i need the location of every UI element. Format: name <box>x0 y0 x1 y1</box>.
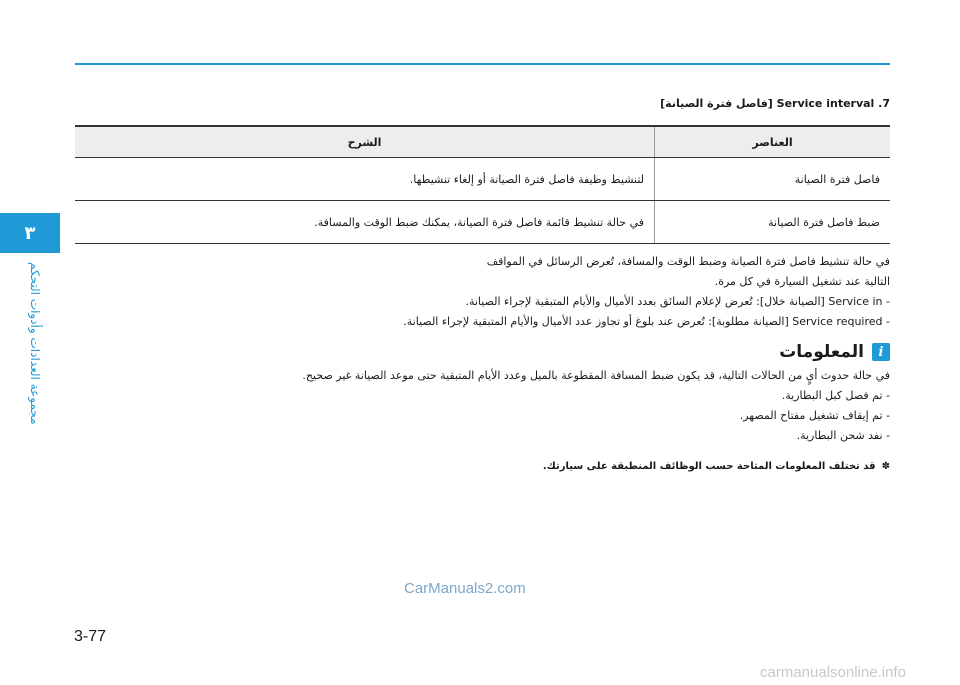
info-line: - نفد شحن البطارية. <box>796 429 890 442</box>
table-cell-item: فاصل فترة الصيانة <box>655 158 891 201</box>
chapter-tab[interactable]: ٣ <box>0 213 60 253</box>
spec-table <box>75 125 890 244</box>
main-content <box>75 95 890 476</box>
paragraph-line: - Service required [الصيانة مطلوبة]: تُعرض عند بلوغ أو تجاوز عدد الأميال والأيام المتبقية لإجراء الصيانة. <box>403 315 890 328</box>
info-heading <box>75 342 890 362</box>
info-line: - تم إيقاف تشغيل مفتاح المصهر. <box>739 409 890 422</box>
footnote <box>75 458 890 476</box>
info-line: - تم فصل كبل البطارية. <box>781 389 890 402</box>
top-rule <box>75 63 890 65</box>
bottom-watermark: carmanualsonline.info <box>760 664 906 681</box>
page-number: 3-77 <box>74 628 107 645</box>
table-cell-description: في حالة تنشيط قائمة فاصل فترة الصيانة، يمكنك ضبط الوقت والمسافة. <box>75 201 655 244</box>
footnote-text: قد تختلف المعلومات المتاحة حسب الوظائف المنطبقة على سيارتك. <box>542 461 876 472</box>
paragraph-line: التالية عند تشغيل السيارة في كل مرة. <box>714 275 890 288</box>
watermark-link[interactable]: CarManuals2.com <box>404 580 526 597</box>
table-cell-description: لتنشيط وظيفة فاصل فترة الصيانة أو إلغاء تنشيطها. <box>75 158 655 201</box>
info-body <box>75 366 890 446</box>
table-cell-item: ضبط فاصل فترة الصيانة <box>655 201 891 244</box>
table-row <box>75 201 890 244</box>
section-title: 7. Service interval [فاصل فترة الصيانة] <box>660 97 890 110</box>
table-header-items: العناصر <box>655 126 891 158</box>
table-header-row <box>75 126 890 158</box>
chapter-side-label: مجموعة العدادات وأدوات التحكم <box>28 262 42 425</box>
info-icon: i <box>872 343 890 361</box>
info-title: المعلومات <box>779 342 864 362</box>
paragraph-line: في حالة تنشيط فاصل فترة الصيانة وضبط الوقت والمسافة، تُعرض الرسائل في المواقف <box>486 255 890 268</box>
table-header-description: الشرح <box>75 126 655 158</box>
body-paragraph <box>75 252 890 332</box>
table-row <box>75 158 890 201</box>
asterisk-icon: ✽ <box>881 461 890 472</box>
info-line: في حالة حدوث أيٍ من الحالات التالية، قد يكون ضبط المسافة المقطوعة بالميل وعدد الأيام المتبقية حتى موعد الصيانة غير صحيح. <box>302 369 890 382</box>
paragraph-line: - Service in [الصيانة خلال]: تُعرض لإعلام السائق بعدد الأميال والأيام المتبقية لإجراء الصيانة. <box>465 295 890 308</box>
